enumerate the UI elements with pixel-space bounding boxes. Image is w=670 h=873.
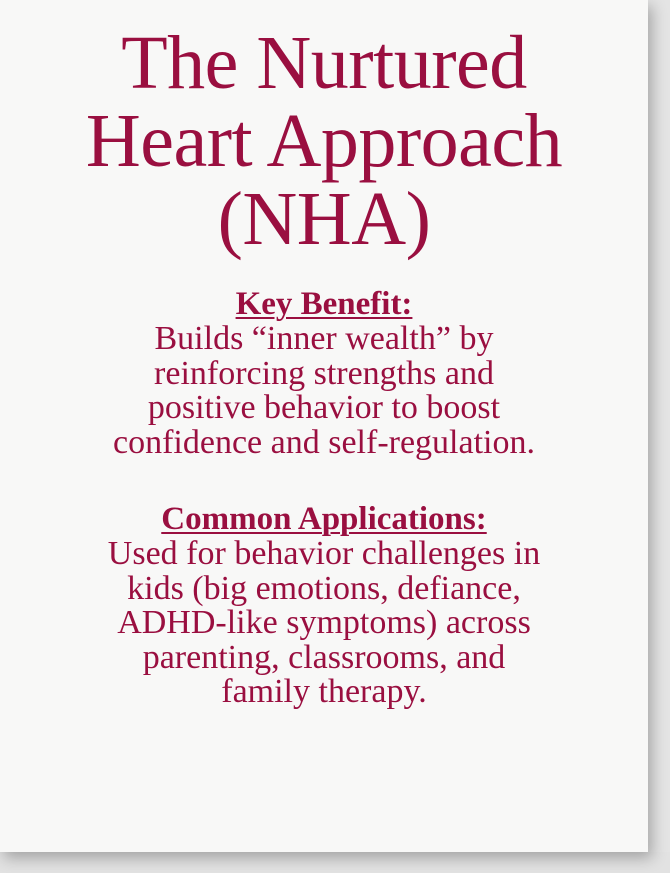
title-line-3: (NHA) bbox=[217, 177, 431, 261]
key-benefit-line-3: positive behavior to boost bbox=[147, 389, 501, 426]
key-benefit-heading: Key Benefit: bbox=[235, 286, 413, 322]
common-applications-line-3: ADHD-like symptoms) across bbox=[117, 604, 531, 641]
common-applications-line-4: parenting, classrooms, and bbox=[142, 638, 506, 676]
common-applications-line-5: family therapy. bbox=[221, 673, 427, 710]
key-benefit-line-1: Builds “inner wealth” by bbox=[154, 320, 494, 357]
title-line-1: The Nurtured bbox=[121, 21, 527, 105]
shadow-edge-bottom bbox=[0, 852, 670, 873]
page-title bbox=[0, 21, 648, 261]
common-applications-heading: Common Applications: bbox=[161, 501, 487, 537]
common-applications-line-1: Used for behavior challenges in bbox=[107, 535, 541, 572]
common-applications-section bbox=[0, 501, 648, 710]
shadow-edge-right bbox=[648, 0, 670, 873]
common-applications-line-2: kids (big emotions, defiance, bbox=[127, 569, 521, 607]
title-line-2: Heart Approach bbox=[85, 99, 563, 183]
key-benefit-line-4: confidence and self-regulation. bbox=[113, 423, 535, 461]
key-benefit-section bbox=[0, 286, 648, 460]
key-benefit-line-2: reinforcing strengths and bbox=[154, 354, 494, 392]
